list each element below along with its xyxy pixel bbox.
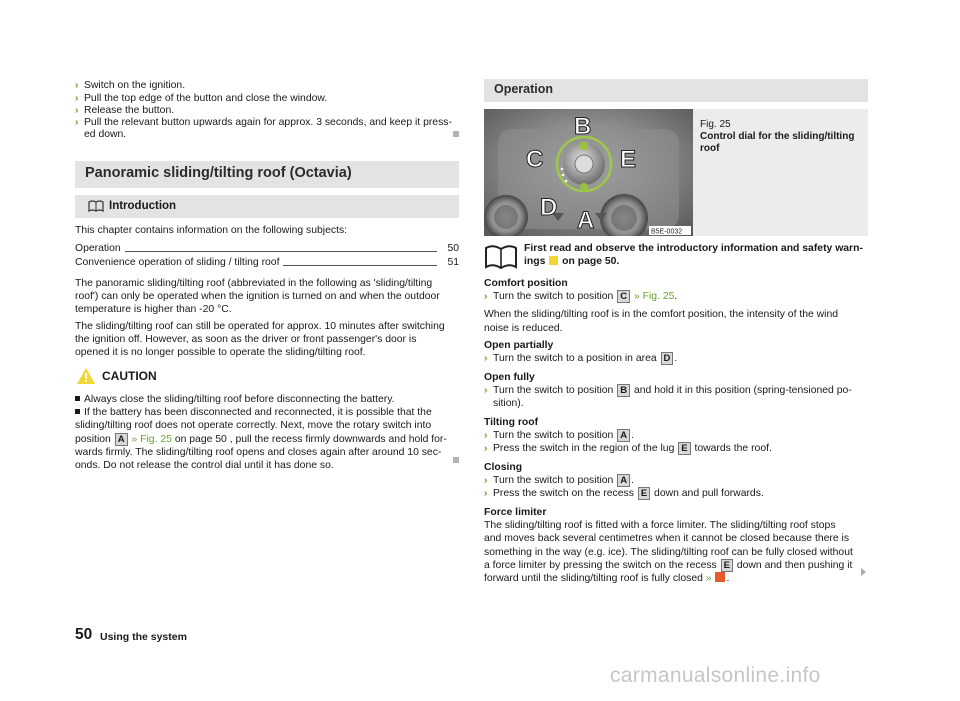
- end-of-section-marker: [453, 457, 459, 463]
- figure-reference-link[interactable]: » Fig. 25: [633, 291, 675, 303]
- toc-page: 51: [447, 257, 459, 268]
- closing-block: Closing › Turn the switch to position A . › Press the switch on the recess E down and pull forwards.: [484, 462, 764, 500]
- chevron-right-icon: ›: [75, 80, 79, 91]
- figure-label-c: C: [526, 146, 544, 173]
- book-icon: [88, 200, 104, 212]
- chevron-right-icon: ›: [484, 291, 488, 303]
- caution-item: If the battery has been disconnected and reconnected, it is possible that the: [75, 406, 459, 419]
- paragraph-after-ignition: The sliding/tilting roof can still be operated for approx. 10 minutes after switching the ignition off. However, as soon as the driver or front passenger's door is opened it is no longer possible to operate the sliding/tilting roof.: [75, 321, 445, 359]
- position-key-b: B: [617, 384, 630, 397]
- intro-text: This chapter contains information on the following subjects:: [75, 225, 348, 236]
- section-title: Panoramic sliding/tilting roof (Octavia): [85, 165, 352, 181]
- step-item: › Pull the top edge of the button and close the window.: [75, 93, 328, 104]
- toc-entry[interactable]: [75, 242, 459, 255]
- control-dial-illustration: [484, 109, 693, 236]
- position-key-d: D: [661, 352, 674, 365]
- figure-code: B5E-0032: [651, 228, 683, 236]
- warning-triangle-icon: [77, 368, 95, 384]
- toc-page: 50: [447, 243, 459, 254]
- chevron-right-icon: ›: [484, 430, 488, 442]
- step-item-continuation: ed down.: [84, 129, 127, 140]
- step-item: › Pull the relevant button upwards again for approx. 3 seconds, and keep it press-: [75, 117, 452, 128]
- watermark: carmanualsonline.info: [610, 664, 821, 687]
- warning-reference-link[interactable]: »: [705, 573, 712, 585]
- caution-title: CAUTION: [102, 369, 157, 383]
- figure-label-a: A: [577, 207, 595, 234]
- figure-label-e: E: [620, 146, 637, 173]
- section-title: Operation: [494, 82, 554, 96]
- toc-entry[interactable]: [75, 256, 459, 269]
- position-key-e: E: [721, 559, 733, 572]
- chevron-right-icon: ›: [484, 488, 488, 500]
- open-partially-block: Open partially › Turn the switch to a position in area D .: [484, 340, 678, 365]
- chevron-right-icon: ›: [75, 117, 79, 128]
- page-number: 50: [75, 626, 93, 643]
- chevron-right-icon: ›: [75, 105, 79, 116]
- warning-symbol-icon: [549, 256, 558, 265]
- position-key-e: E: [638, 487, 650, 500]
- step-item: › Release the button.: [75, 105, 175, 116]
- toc-label: Operation: [75, 242, 125, 255]
- introduction-title: Introduction: [109, 200, 177, 212]
- tilting-roof-block: Tilting roof › Turn the switch to position A . › Press the switch in the region of the lug E towards the roof.: [484, 417, 772, 455]
- chevron-right-icon: ›: [484, 443, 488, 455]
- position-key-e: E: [678, 442, 690, 455]
- step-item: › Switch on the ignition.: [75, 80, 186, 91]
- toc-label: Convenience operation of sliding / tilting roof: [75, 256, 283, 269]
- position-key-c: C: [617, 290, 630, 303]
- force-limiter-block: Force limiter The sliding/tilting roof is fitted with a force limiter. The sliding/tilting roof stops and moves back several centimetres when it cannot be closed because there is something in the way (e.g. ice). The sliding/tilting roof can be fully closed without a force limiter by pressing the switch on the recess E down and then pushing it forward until the sliding/tilting roof is fully closed » .: [484, 507, 853, 585]
- comfort-position-block: Comfort position › Turn the switch to position C » Fig. 25. When the sliding/tilting roof is in the comfort position, the intensity of the wind noise is reduced.: [484, 278, 839, 334]
- section-header-panoramic: [75, 161, 459, 188]
- read-first-notice: First read and observe the introductory information and safety warn- ings on page 50.: [484, 242, 868, 278]
- open-book-icon: [484, 243, 518, 271]
- chevron-right-icon: ›: [484, 475, 488, 487]
- warning-red-icon: [715, 572, 725, 582]
- position-key-a: A: [115, 433, 128, 446]
- open-fully-block: Open fully › Turn the switch to position B and hold it in this position (spring-tensioned po- sition).: [484, 372, 852, 410]
- position-key-a: A: [617, 429, 630, 442]
- bullet-square-icon: [75, 396, 80, 401]
- paragraph-operation-conditions: The panoramic sliding/tilting roof (abbreviated in the following as 'sliding/tilting roof') can only be operated when the ignition is turned on and when the outdoor temperature is higher than -20 °C.: [75, 278, 440, 316]
- figure-caption: Fig. 25 Control dial for the sliding/tilting roof: [700, 119, 855, 154]
- figure-label-d: D: [540, 194, 558, 221]
- figure-label-b: B: [574, 113, 592, 140]
- introduction-header: [75, 195, 459, 218]
- figure-25: [484, 109, 868, 236]
- chevron-right-icon: ›: [484, 353, 488, 365]
- caution-header: [75, 368, 459, 386]
- chevron-right-icon: ›: [75, 93, 79, 104]
- chevron-right-icon: ›: [484, 385, 488, 397]
- continued-arrow-icon: [861, 568, 866, 576]
- figure-reference-link[interactable]: » Fig. 25: [131, 433, 172, 445]
- position-key-a: A: [617, 474, 630, 487]
- end-of-section-marker: [453, 131, 459, 137]
- bullet-square-icon: [75, 409, 80, 414]
- toc-leader: [75, 251, 437, 252]
- chapter-title: Using the system: [100, 631, 187, 643]
- caution-item: Always close the sliding/tilting roof before disconnecting the battery.: [75, 393, 459, 406]
- section-header-operation: [484, 79, 868, 102]
- caution-list: Always close the sliding/tilting roof before disconnecting the battery. If the battery has been disconnected and reconnected, it is possible that the sliding/tilting roof does not operate correctly. Next, move the rotary switch into position A » Fig. 25 on page 50 , pull the recess firmly downwards and hold for- wards firmly. The sliding/tilting roof opens and closes again after around 10 sec- onds. Do not release the control dial until it has done so.: [75, 393, 459, 472]
